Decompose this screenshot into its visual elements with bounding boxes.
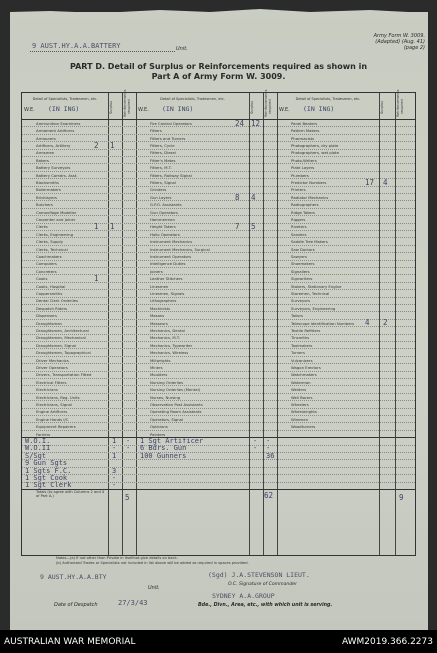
credit-accession: AWM2019.366.2273	[341, 637, 433, 647]
specialist-name: Saw Doctors	[291, 246, 315, 252]
row-rule	[22, 267, 415, 268]
specialist-name: Clerks, Technical	[36, 246, 68, 252]
specialist-name: Mechanics, M.T.	[150, 335, 180, 341]
reinf-value: 4	[251, 192, 256, 202]
specialist-name: Tinsmiths	[291, 335, 310, 341]
specialist-name: Nursing Orderlies	[150, 379, 184, 385]
signature-label: O.C. Signature of Commander	[228, 582, 297, 587]
specialist-name: Signallers	[291, 268, 310, 274]
specialist-name: Saddle Tree Makers	[291, 239, 328, 245]
specialist-name: Gun Layers	[150, 194, 172, 200]
row-rule	[22, 260, 415, 261]
specialist-name: Mechanics, Wireless	[150, 350, 189, 356]
row-rule	[22, 422, 415, 423]
specialist-name: Printers	[291, 187, 306, 193]
extra-left-surplus: -	[112, 473, 117, 482]
row-rule	[22, 415, 415, 416]
specialist-name: Fitter's Mates	[150, 157, 176, 163]
reinf-value: 1	[110, 222, 115, 232]
specialist-name: Battery Surveyors	[36, 165, 71, 171]
specialist-name: Machinists	[150, 305, 171, 311]
specialist-name: Sawyers	[291, 254, 307, 259]
note-a: Notes—(a) If not other than Private in itselfnot give details on back.	[56, 556, 178, 560]
specialist-name: Draughtsmen, Mechanical	[36, 335, 86, 341]
row-rule	[22, 149, 415, 150]
row-rule	[22, 186, 415, 187]
header-rule	[22, 119, 415, 120]
specialist-name: Shoemakers	[291, 261, 315, 267]
specialist-name: Toolmakers	[291, 342, 313, 348]
row-rule	[22, 126, 415, 127]
row-rule	[22, 141, 415, 142]
specialist-name: Wheelwrights	[291, 409, 317, 415]
specialist-name: Boilermakers	[36, 187, 61, 193]
form-ref-line1: Army Form W. 3009.	[373, 33, 425, 39]
reinf-divider	[395, 93, 396, 555]
specialist-name: Computers	[36, 261, 57, 267]
specialist-name: Cooks	[36, 276, 48, 282]
reinf-value: 5	[251, 222, 256, 232]
we-handwritten: (IN ING)	[303, 105, 335, 113]
specialist-name: Masseurs	[150, 320, 168, 326]
specialist-name: Stokers, Stationary Engine	[291, 283, 342, 289]
footer-unit-value: 9 AUST.HY.A.A.BTY	[40, 573, 107, 581]
extra-left-surplus: 3	[112, 466, 117, 475]
specialist-name: Draughtsmen, Architectural	[36, 328, 89, 333]
totals-col1-surplus: 5	[125, 493, 130, 502]
specialist-name: Surveyors, Engineering	[291, 305, 336, 311]
specialist-name: Mechanics, Dental	[150, 328, 185, 333]
block-divider	[136, 93, 137, 555]
extra-left-label: 1 Sgt Clerk	[25, 481, 72, 490]
table-notes	[56, 556, 249, 566]
surplus-header: Surplus	[109, 100, 113, 114]
specialist-name: Vulcanizers	[291, 357, 313, 363]
specialist-name: Leather Stitchers	[150, 276, 183, 282]
specialist-name: Fitters, Diesel	[150, 150, 176, 156]
specialist-name: Nursing Orderlies (Mental)	[150, 387, 201, 393]
specialists-table	[21, 89, 416, 556]
extra-mid-surplus: -	[253, 436, 258, 445]
form-subtitle: Part A of Army Form W. 3009.	[151, 72, 286, 81]
specialist-name: Watchmakers	[291, 372, 317, 378]
specialist-name: Nurses, Nursing	[150, 394, 181, 400]
specialist-name: Clerks, Engineering	[36, 231, 73, 237]
row-rule	[22, 393, 415, 394]
specialist-name: Draughtsmen, Signal	[36, 342, 77, 348]
specialist-name: Bricklayers	[36, 194, 58, 200]
row-rule	[22, 289, 415, 290]
surplus-value: 1	[94, 273, 99, 283]
we-handwritten: (IN ING)	[48, 105, 80, 113]
specialist-name: Armourers	[36, 135, 56, 141]
row-rule	[22, 171, 415, 172]
extra-left-label: 9 Gun Sgts	[25, 459, 68, 468]
specialist-name: Height Takers	[150, 224, 176, 230]
extra-row-rule	[22, 482, 415, 483]
date-label: Date of Despatch	[54, 602, 98, 608]
specialist-name: Well Borers	[291, 394, 313, 400]
specialist-name: Draughtsmen	[36, 320, 62, 326]
specialist-name: Plate Layers	[291, 165, 315, 171]
specialist-name: Concreters	[36, 268, 57, 274]
surplus-value: 24	[235, 118, 245, 128]
specialist-name: Photographers, wet plate	[291, 150, 339, 156]
extra-row-rule	[22, 459, 415, 460]
specialist-name: Linesmen, Signals	[150, 291, 185, 296]
specialist-name: Woodturners	[291, 424, 316, 430]
extra-left-label: S/Sgt	[25, 451, 47, 460]
extra-left-reinf: -	[126, 444, 131, 453]
specialist-name: Masons	[150, 313, 165, 319]
row-rule	[22, 282, 415, 283]
extra-mid-surplus: -	[253, 444, 258, 453]
specialist-name: Predictor Numbers	[291, 180, 327, 185]
extra-mid-reinf: -	[266, 444, 271, 453]
surplus-divider	[249, 93, 250, 555]
specialist-name: Wheelers	[291, 402, 309, 407]
date-value: 27/3/43	[118, 599, 148, 607]
reinf-value: 2	[383, 318, 388, 328]
specialist-name: Driver Operators	[36, 365, 68, 370]
specialist-name: Instrument Mechanics	[150, 239, 193, 245]
specialist-name: Painters	[150, 431, 166, 437]
specialist-name: Plumbers	[291, 172, 309, 178]
specialist-name: Electricians, Reg. Units	[36, 394, 80, 400]
specialist-name: Driver Mechanics	[36, 357, 69, 363]
specialist-name: Electricians	[36, 387, 58, 393]
extra-mid-reinf: -	[266, 436, 271, 445]
credit-institution: AUSTRALIAN WAR MEMORIAL	[4, 637, 136, 647]
extra-left-label: W.O.II	[25, 444, 51, 453]
specialist-name: Observation Post Assistants	[150, 402, 203, 407]
specialist-name: Millwrights	[150, 357, 171, 363]
row-rule	[22, 311, 415, 312]
totals-label: Totals (to agree with Columns 2 and 4 of Part A.)	[36, 490, 105, 499]
group-value: SYDNEY A.A.GROUP	[212, 592, 275, 600]
unit-underline	[30, 51, 175, 52]
specialist-name: Dental Clerk Orderlies	[36, 298, 78, 304]
specialist-name: Ridge Takers	[291, 209, 316, 215]
specialist-name: Clerks	[36, 224, 48, 230]
specialist-name: Mechanics, Typewriter	[150, 342, 193, 348]
row-rule	[22, 319, 415, 320]
specialist-name: Waterman	[291, 379, 311, 385]
reinf-value: 1	[110, 140, 115, 150]
specialist-name: Engine Artificers	[36, 409, 68, 415]
specialist-name: Coppersmiths	[36, 291, 63, 296]
specialist-name: Moulders	[150, 372, 168, 378]
specialist-name: Textile Refitters	[291, 328, 321, 333]
specialist-name: Photographers, dry plate	[291, 143, 339, 148]
we-handwritten: (IN ING)	[162, 105, 194, 113]
specialist-name: Gun Operators	[150, 209, 178, 215]
specialist-name: Grinders	[150, 187, 167, 193]
row-rule	[22, 178, 415, 179]
surplus-value: 1	[94, 222, 99, 232]
extra-left-label: 1 Sgts F.C.	[25, 466, 72, 475]
reinf-header: Reinforcements required	[264, 89, 272, 117]
surplus-value: 17	[365, 177, 375, 187]
reinf-divider	[122, 93, 123, 555]
row-rule	[22, 245, 415, 246]
specialist-name: Farriers	[36, 431, 51, 437]
specialist-name: Operators, Signal	[150, 416, 184, 422]
we-prefix: W.E.	[279, 107, 290, 113]
specialist-name: Cooks, Hospital	[36, 283, 66, 289]
unit-name: 9 AUST.HY.A.A.BATTERY	[32, 42, 121, 50]
row-rule	[22, 297, 415, 298]
specialist-name: Sanders	[291, 231, 307, 237]
totals-col2-reinf: 62	[264, 491, 274, 500]
extra-left-surplus: 1	[112, 451, 117, 460]
specialist-name: Engine Hands I/C	[36, 416, 69, 422]
specialist-name: Battery Comdrs. Asst.	[36, 172, 78, 178]
specialist-name: Radiator Mechanics	[291, 194, 329, 200]
totals-col3-reinf: 9	[399, 493, 404, 502]
note-b: (b) Authorized Trades or Specialists not included in list above will be added as required in spaces provided.	[56, 561, 249, 565]
extra-mid-label: 100 Gunners	[140, 451, 187, 460]
row-rule	[22, 223, 415, 224]
specialist-name: Hammermen	[150, 217, 175, 222]
surplus-value: 7	[235, 222, 240, 232]
specialist-name: Miners	[150, 365, 163, 370]
reinf-value: 4	[383, 177, 388, 187]
row-rule	[22, 215, 415, 216]
specialist-name: Fitters	[150, 128, 162, 134]
row-rule	[22, 237, 415, 238]
specialist-name: Bakers	[36, 157, 49, 163]
surplus-header: Surplus	[250, 100, 254, 114]
specialist-name: Fire Control Operators	[150, 120, 192, 126]
specialist-name: Wiremen	[291, 416, 308, 422]
extra-left-surplus: -	[112, 444, 117, 453]
specialist-name: Wagon Erectors	[291, 365, 321, 370]
specialist-name: Welders	[291, 387, 307, 393]
extra-left-label: W.O.I.	[25, 436, 51, 445]
specialist-name: Pharmacists	[291, 135, 315, 141]
extra-row-rule	[22, 467, 415, 468]
row-rule	[22, 304, 415, 305]
specialist-name: Panel Beaters	[291, 120, 318, 126]
form-ref-line2: (Adapted) (Aug. 41)	[375, 39, 425, 45]
surplus-value: 4	[365, 318, 370, 328]
signature-text: (Sgd) J.A.STEVENSON LIEUT.	[208, 571, 310, 579]
row-rule	[22, 378, 415, 379]
specialist-name: Riveters	[291, 224, 307, 230]
surplus-divider	[108, 93, 109, 555]
row-rule	[22, 200, 415, 201]
row-rule	[22, 163, 415, 164]
extra-left-surplus: -	[112, 481, 117, 490]
extra-row-rule	[22, 452, 415, 453]
specialist-name: Pattern Makers	[291, 128, 320, 134]
we-prefix: W.E.	[24, 107, 35, 113]
surplus-divider	[379, 93, 380, 555]
spec-header: Detail of Specialists, Tradesmen, etc.	[160, 97, 225, 101]
specialist-name: Photo-Writers	[291, 157, 317, 163]
specialist-name: Surveyors	[291, 298, 311, 304]
row-rule	[22, 363, 415, 364]
specialist-name: Carpenter and Joiner	[36, 217, 76, 222]
specialist-name: Instrument Operators	[150, 254, 192, 259]
unit-label: Unit.	[176, 46, 188, 52]
specialist-name: Clerks, Supply	[36, 239, 64, 245]
extra-row-rule	[22, 474, 415, 475]
specialist-name: Despatch Riders	[36, 305, 68, 311]
specialist-name: Electrical Fitters	[36, 379, 67, 385]
form-ref-line3: (page 2)	[403, 45, 425, 51]
we-prefix: W.E.	[138, 107, 149, 113]
reinf-header: Reinforcements required	[123, 89, 131, 117]
specialist-name: Radiographers	[291, 202, 319, 208]
specialist-name: Armament Artificers	[36, 128, 75, 134]
spec-header: Detail of Specialists, Tradesmen, etc.	[32, 97, 98, 101]
extra-left-surplus: 1	[112, 436, 117, 445]
specialist-name: Ammunition Examiners	[36, 120, 81, 126]
row-rule	[22, 208, 415, 209]
specialist-name: Fitters, Cycle	[150, 143, 175, 148]
specialist-name: Camouflage Modeller	[36, 209, 77, 215]
extra-rule	[22, 437, 415, 438]
extra-mid-label: 1 Sgt Artificer	[140, 436, 204, 445]
row-rule	[22, 356, 415, 357]
torn-edge	[10, 4, 428, 18]
specialist-name: Coachmakers	[36, 254, 62, 259]
extra-mid-reinf: 36	[266, 451, 275, 460]
credit-bar	[0, 630, 437, 653]
specialist-name: Artificers, Artillery	[36, 143, 71, 148]
surplus-value: 2	[94, 140, 99, 150]
specialist-name: Turners	[291, 350, 305, 356]
row-rule	[22, 252, 415, 253]
reinf-header: Reinforcements required	[396, 89, 404, 117]
row-rule	[22, 341, 415, 342]
reinf-value: 12	[251, 118, 261, 128]
specialist-name: Operating Room Assistants	[150, 409, 202, 415]
specialist-name: Armsmen	[36, 150, 55, 156]
specialist-name: Fitters, Signal	[150, 180, 176, 185]
specialist-name: Fitters, M.T.	[150, 165, 172, 171]
form-title: PART D. Detail of Surplus or Reinforcements required as shown in	[69, 62, 368, 71]
specialist-name: Intelligence Duties	[150, 261, 186, 267]
row-rule	[22, 400, 415, 401]
specialist-name: Instrument Mechanics, Surgical	[150, 246, 210, 252]
block-divider	[277, 93, 278, 555]
specialist-name: Fitters and Turners	[150, 135, 186, 141]
extra-left-label: 1 Sgt Cook	[25, 473, 68, 482]
row-rule	[22, 230, 415, 231]
specialist-name: Riggers	[291, 217, 306, 222]
specialist-name: Blacksmiths	[36, 180, 59, 185]
group-label: Bde., Divn., Area, etc., with which unit is serving.	[198, 603, 333, 608]
reinf-divider	[263, 93, 264, 555]
specialist-name: Opticians	[150, 424, 168, 430]
specialist-name: Equipment Repairers	[36, 424, 76, 430]
row-rule	[22, 408, 415, 409]
specialist-name: Hollo Operators	[150, 231, 180, 237]
row-rule	[22, 430, 415, 431]
footer-unit-label: Unit.	[148, 585, 160, 591]
surplus-header: Surplus	[380, 100, 384, 114]
row-rule	[22, 134, 415, 135]
specialist-name: Dispensers	[36, 313, 57, 319]
specialist-name: Electricians, Signal	[36, 402, 72, 407]
specialist-name: Signwriters	[291, 276, 313, 282]
specialist-name: Telescope Identification Numbers	[291, 320, 355, 326]
row-rule	[22, 193, 415, 194]
surplus-value: 8	[235, 192, 240, 202]
extra-mid-label: 6 Bdrs. Gun	[140, 444, 187, 453]
specialist-name: Drivers, Transportation Fitted	[36, 372, 92, 378]
specialist-name: Draughtsmen, Topographical	[36, 350, 91, 356]
specialist-name: Joiners	[150, 268, 163, 274]
specialist-name: Fitters, Railway Signal	[150, 172, 192, 178]
extra-row-rule	[22, 445, 415, 446]
row-rule	[22, 156, 415, 157]
extra-left-reinf: -	[126, 436, 131, 445]
specialist-name: Storemen, Technical	[291, 291, 330, 296]
specialist-name: Tailors	[291, 313, 303, 319]
specialist-name: Lithographers	[150, 298, 177, 304]
row-rule	[22, 274, 415, 275]
specialist-name: Butchers	[36, 202, 53, 208]
form-reference	[374, 33, 425, 51]
specialist-name: G.P.O. Assistants	[150, 202, 182, 208]
specialist-name: Linesmen	[150, 283, 169, 289]
spec-header: Detail of Specialists, Tradesmen, etc.	[295, 97, 361, 101]
row-rule	[22, 385, 415, 386]
